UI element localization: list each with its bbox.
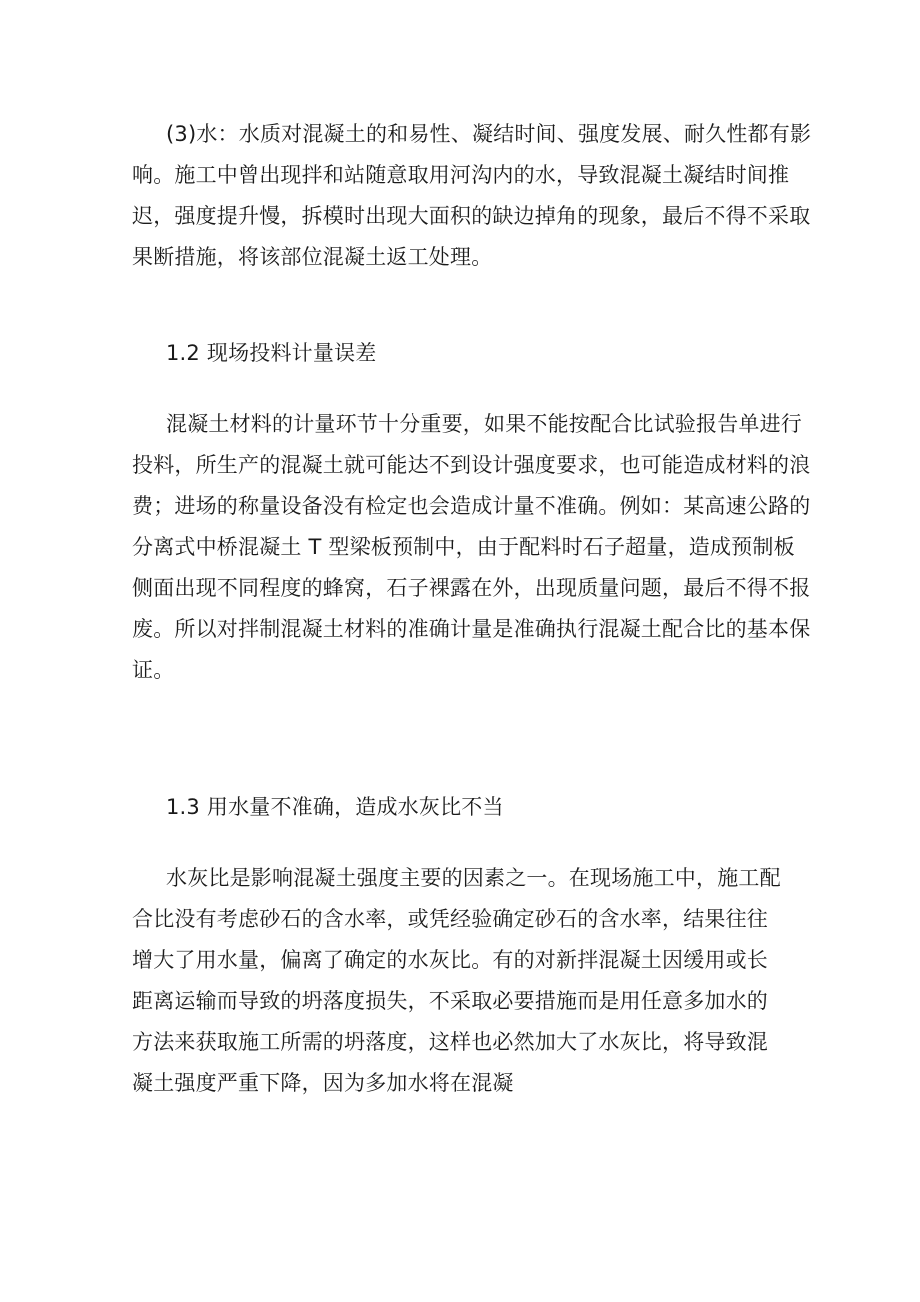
paragraph-water-cement-ratio: 水灰比是影响混凝土强度主要的因素之一。在现场施工中，施工配合比没有考虑砂石的含水率，或凭经验确定砂石的含水率，结果往往增大了用水量，偏离了确定的水灰比。有的对新拌混凝土因缓用或长距离运输而导致的坍落度损失，不采取必要措施而是用任意多加水的方法来获取施工所需的坍落度，这样也必然加大了水灰比，将导致混凝土强度严重下降，因为多加水将在混凝 [132, 866, 781, 1095]
paragraph-water-quality: (3)水：水质对混凝土的和易性、凝结时间、强度发展、耐久性都有影响。施工中曾出现拌和站随意取用河沟内的水，导致混凝土凝结时间推迟，强度提升慢，拆模时出现大面积的缺边掉角的现象，最后不得不采取果断措施，将该部位混凝土返工处理。 [132, 122, 812, 269]
section-heading-1-2: 1.2 现场投料计量误差 [166, 341, 377, 365]
paragraph-metering-error: 混凝土材料的计量环节十分重要，如果不能按配合比试验报告单进行投料，所生产的混凝土就可能达不到设计强度要求，也可能造成材料的浪费；进场的称量设备没有检定也会造成计量不准确。例如：某高速公路的分离式中桥混凝土 T 型梁板预制中，由于配料时石子超量，造成预制板侧面出现不同程度的蜂窝，石子裸露在外，出现质量问题，最后不得不报废。所以对拌制混凝土材料的准确计量是准确执行混凝土配合比的基本保证。 [132, 412, 811, 682]
section-heading-1-3: 1.3 用水量不准确，造成水灰比不当 [166, 795, 504, 819]
